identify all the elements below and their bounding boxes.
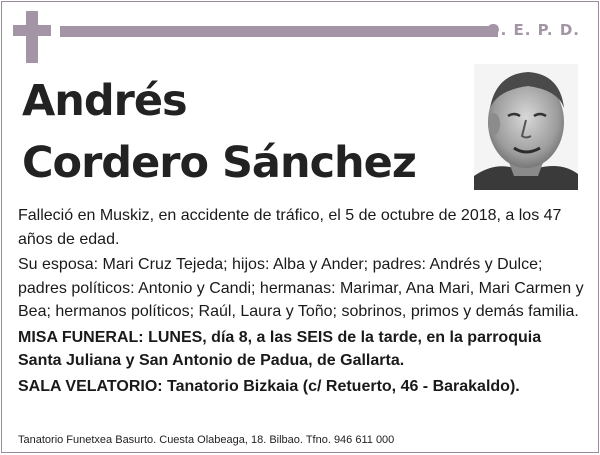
header-rule: [60, 26, 498, 37]
funeral-home-footer: Tanatorio Funetxea Basurto. Cuesta Olabeaga, 18. Bilbao. Tfno. 946 611 000: [18, 434, 395, 446]
qepd-label: Q. E. P. D.: [486, 21, 580, 39]
funeral-mass: MISA FUNERAL: LUNES, día 8, a las SEIS de la tarde, en la parroquia Santa Juliana y San Antonio de Padua, de Gallarta.: [18, 328, 542, 369]
wake-room: SALA VELATORIO: Tanatorio Bizkaia (c/ Retuerto, 46 - Barakaldo).: [18, 377, 520, 395]
deceased-name: [22, 70, 416, 194]
deceased-last-names: Cordero Sánchez: [22, 138, 416, 188]
notice-body: [18, 204, 586, 400]
obituary-notice: [1, 1, 599, 453]
cross-icon: [13, 11, 51, 63]
family-list: Su esposa: Mari Cruz Tejeda; hijos: Alba y Ander; padres: Andrés y Dulce; padres políticos: Antonio y Candi; hermanas: Marimar, Ana Mari, Mari Carmen y Bea; hermanos políticos; Raúl, Laura y Toño; sobrinos, primos y demás familia.: [18, 256, 584, 320]
deceased-first-name: Andrés: [22, 76, 187, 126]
portrait-photo: [474, 64, 578, 190]
death-announcement: Falleció en Muskiz, en accidente de tráfico, el 5 de octubre de 2018, a los 47 años de edad.: [18, 207, 562, 248]
